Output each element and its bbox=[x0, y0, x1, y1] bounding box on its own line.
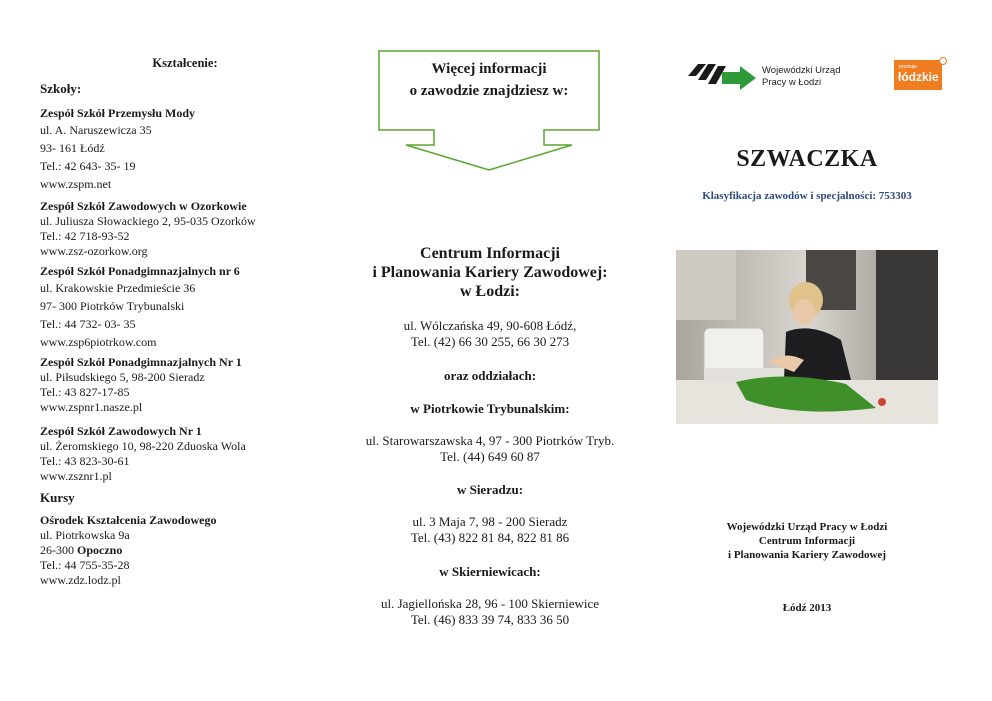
course-city: Opoczno bbox=[77, 543, 123, 557]
course-website[interactable]: www.zdz.lodz.pl bbox=[40, 573, 121, 587]
skierniewice-label: w Skierniewicach: bbox=[439, 564, 541, 579]
school-name: Zespół Szkół Przemysłu Mody bbox=[40, 106, 195, 120]
school-entry bbox=[40, 355, 330, 415]
info-arrow-box bbox=[378, 50, 600, 172]
lodzkie-big-text: łódzkie bbox=[898, 70, 939, 84]
school-website[interactable]: www.zspnr1.nasze.pl bbox=[40, 400, 143, 414]
school-name: Zespół Szkół Zawodowych Nr 1 bbox=[40, 424, 202, 438]
school-line: ul. A. Naruszewicza 35 bbox=[40, 123, 152, 137]
school-website[interactable]: www.zsz-ozorkow.org bbox=[40, 244, 148, 258]
arrow-text bbox=[378, 58, 600, 102]
school-line: Tel.: 43 823-30-61 bbox=[40, 454, 130, 468]
course-postcode: 26-300 bbox=[40, 543, 77, 557]
wup-logo bbox=[686, 58, 846, 98]
sieradz-address: ul. 3 Maja 7, 98 - 200 Sieradz bbox=[412, 514, 568, 529]
wup-logo-line: Pracy w Łodzi bbox=[762, 77, 822, 88]
wup-logo-line: Wojewódzki Urząd bbox=[762, 65, 841, 76]
school-line: Tel.: 42 643- 35- 19 bbox=[40, 159, 136, 173]
school-line: ul. Żeromskiego 10, 98-220 Zduoska Wola bbox=[40, 439, 246, 453]
school-entry bbox=[40, 199, 330, 259]
skierniewice-phone: Tel. (46) 833 39 74, 833 36 50 bbox=[410, 612, 570, 627]
piotrkow-address: ul. Starowarszawska 4, 97 - 300 Piotrków Tryb. bbox=[365, 433, 615, 448]
school-name: Zespół Szkół Ponadgimnazjalnych Nr 1 bbox=[40, 355, 242, 369]
education-heading: Kształcenie: bbox=[152, 56, 218, 70]
courses-label: Kursy bbox=[40, 490, 75, 505]
arrow-line: o zawodzie znajdziesz w: bbox=[409, 83, 569, 99]
city-year: Łódź 2013 bbox=[782, 602, 832, 614]
org-line: Centrum Informacji bbox=[758, 535, 856, 547]
lodz-phone: Tel. (42) 66 30 255, 66 30 273 bbox=[410, 334, 570, 349]
school-line: ul. Krakowskie Przedmieście 36 bbox=[40, 281, 196, 295]
school-website[interactable]: www.zsznr1.pl bbox=[40, 469, 112, 483]
wup-logo-text bbox=[762, 65, 841, 89]
centrum-line: Centrum Informacji bbox=[420, 245, 560, 262]
sieradz-label: w Sieradzu: bbox=[456, 482, 524, 497]
course-entry bbox=[40, 513, 330, 588]
lodzkie-logo bbox=[894, 60, 942, 90]
school-line: ul. Piłsudskiego 5, 98-200 Sieradz bbox=[40, 370, 205, 384]
school-line: ul. Juliusza Słowackiego 2, 95-035 Ozorków bbox=[40, 214, 256, 228]
centrum-line: i Planowania Kariery Zawodowej: bbox=[372, 264, 608, 281]
school-line: 93- 161 Łódź bbox=[40, 141, 105, 155]
left-column bbox=[40, 0, 330, 588]
course-line bbox=[40, 543, 330, 558]
sieradz-phone: Tel. (43) 822 81 84, 822 81 86 bbox=[410, 530, 570, 545]
school-line: 97- 300 Piotrków Trybunalski bbox=[40, 299, 185, 313]
skierniewice-address: ul. Jagiellońska 28, 96 - 100 Skierniewice bbox=[380, 596, 600, 611]
centrum-heading bbox=[350, 244, 630, 301]
school-name: Zespół Szkół Zawodowych w Ozorkowie bbox=[40, 199, 247, 213]
school-website[interactable]: www.zsp6piotrkow.com bbox=[40, 335, 157, 349]
course-name: Ośrodek Kształcenia Zawodowego bbox=[40, 513, 217, 527]
schools-label: Szkoły: bbox=[40, 81, 82, 96]
school-entry bbox=[40, 106, 330, 193]
lodzkie-small-text: promuje bbox=[899, 64, 918, 70]
right-column bbox=[676, 0, 938, 701]
school-entry bbox=[40, 264, 330, 351]
classification-code: Klasyfikacja zawodów i specjalności: 753303 bbox=[702, 190, 912, 202]
course-line: ul. Piotrkowska 9a bbox=[40, 528, 130, 542]
school-entry bbox=[40, 424, 330, 484]
organization-block bbox=[676, 520, 938, 562]
seamstress-photo bbox=[676, 250, 938, 424]
school-line: Tel.: 42 718-93-52 bbox=[40, 229, 130, 243]
seamstress-image bbox=[676, 250, 938, 424]
org-line: Wojewódzki Urząd Pracy w Łodzi bbox=[726, 521, 888, 533]
piotrkow-label: w Piotrkowie Trybunalskim: bbox=[410, 401, 570, 416]
school-line: Tel.: 44 732- 03- 35 bbox=[40, 317, 136, 331]
course-line: Tel.: 44 755-35-28 bbox=[40, 558, 130, 572]
school-line: Tel.: 43 827-17-85 bbox=[40, 385, 130, 399]
lodzkie-dot-icon bbox=[939, 57, 947, 65]
piotrkow-phone: Tel. (44) 649 60 87 bbox=[440, 449, 540, 464]
wup-arrow-icon bbox=[686, 58, 758, 98]
school-name: Zespół Szkół Ponadgimnazjalnych nr 6 bbox=[40, 264, 240, 278]
lodz-address: ul. Wólczańska 49, 90-608 Łódź, bbox=[403, 318, 577, 333]
middle-column bbox=[350, 0, 630, 701]
profession-title: SZWACZKA bbox=[736, 146, 878, 172]
school-website[interactable]: www.zspm.net bbox=[40, 177, 112, 191]
centrum-line: w Łodzi: bbox=[460, 283, 520, 300]
arrow-line: Więcej informacji bbox=[431, 61, 547, 77]
branches-label: oraz oddziałach: bbox=[443, 368, 537, 383]
org-line: i Planowania Kariery Zawodowej bbox=[728, 549, 886, 561]
